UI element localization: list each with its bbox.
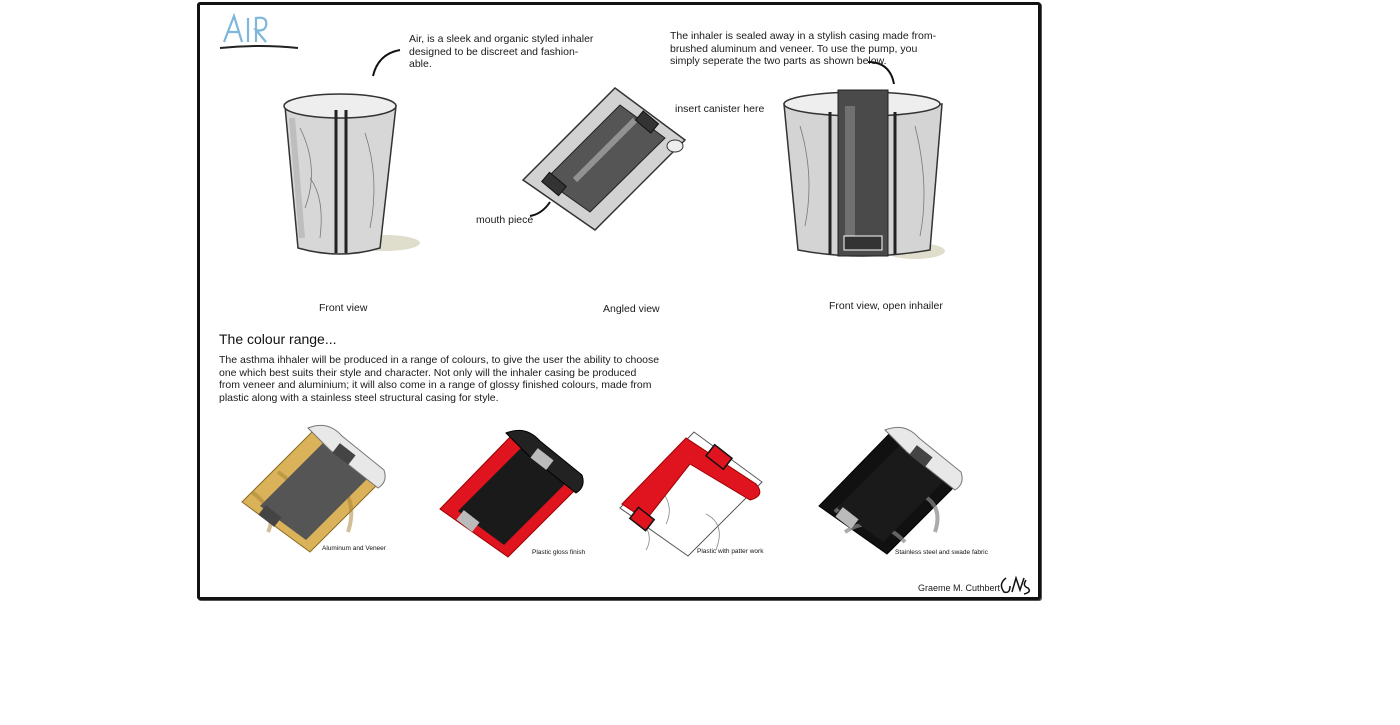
front-view-caption: Front view (319, 302, 368, 314)
colour-range-heading: The colour range... (219, 331, 337, 347)
colour-range-paragraph: The asthma ihhaler will be produced in a range of colours, to give the user the ability to choose one which best suits their style and character. Not only will the inhaler casing be produced from veneer and aluminium; it will also come in a range of glossy finished colours, made from plastic along with a stainless steel structural casing for style. (219, 354, 660, 404)
intro-callout-line (370, 46, 410, 80)
variant-plastic-pattern (616, 424, 766, 559)
variant-plastic-gloss (436, 425, 586, 560)
mouth-piece-label: mouth piece (476, 214, 534, 226)
air-logo (220, 10, 300, 54)
variant-label-stainless-suede: Stainless steel and swade fabric (895, 549, 988, 556)
casing-text: The inhaler is sealed away in a stylish casing made from- brushed aluminum and veneer. To use the pump, you simply seperate the two parts as shown below. (670, 30, 937, 67)
intro-text: Air, is a sleek and organic styled inhaler designed to be discreet and fashion- able. (409, 33, 594, 70)
casing-callout-line (866, 58, 900, 88)
front-view-sketch (280, 88, 420, 263)
variant-stainless-suede (815, 422, 965, 557)
signature (998, 574, 1032, 596)
angled-view-caption: Angled view (603, 303, 660, 315)
variant-label-plastic-gloss: Plastic gloss finish (532, 549, 586, 556)
variant-label-aluminum-veneer: Aluminum and Veneer (322, 545, 386, 552)
variant-label-plastic-pattern: Plastic with patter work (697, 548, 764, 555)
variant-aluminum-veneer (238, 422, 388, 557)
author-name: Graeme M. Cuthbert (918, 583, 1001, 593)
mouth-callout-line (528, 200, 558, 220)
open-view-caption: Front view, open inhailer (829, 300, 943, 312)
open-view-sketch (780, 86, 950, 266)
insert-canister-label: insert canister here (675, 103, 765, 115)
